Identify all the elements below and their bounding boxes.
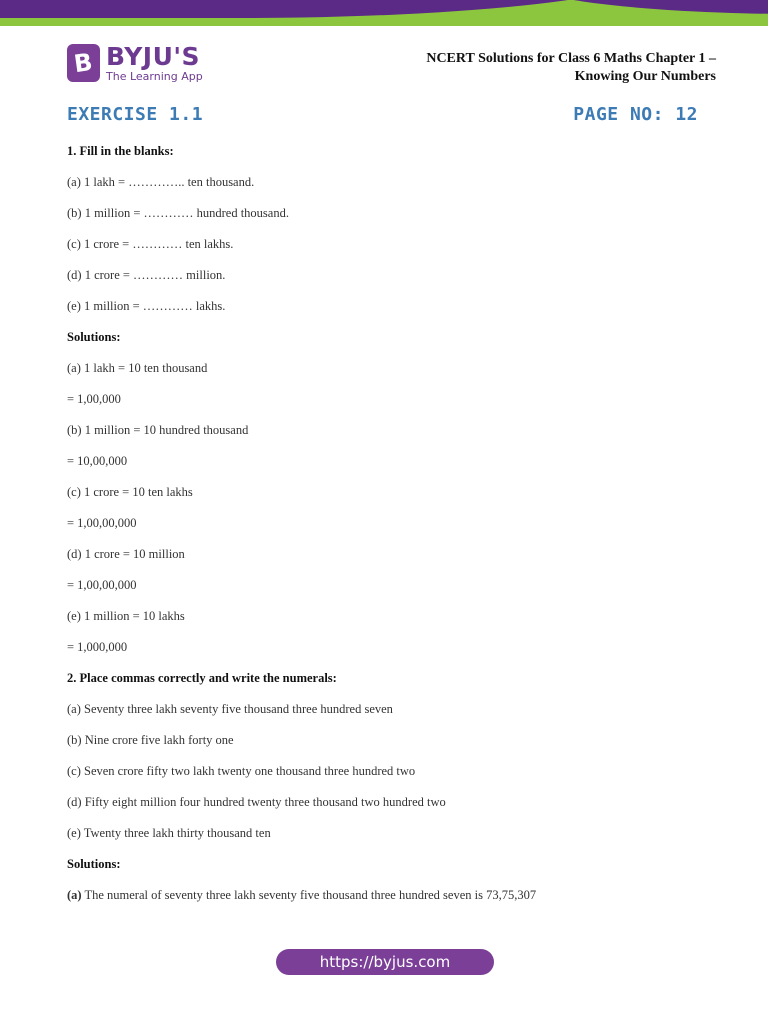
logo-text	[106, 44, 203, 82]
question-2-item: (d) Fifty eight million four hundred twenty three thousand two hundred two	[67, 795, 446, 809]
exercise-heading: EXERCISE 1.1	[67, 104, 204, 125]
solutions-label: Solutions:	[67, 857, 121, 871]
logo-tagline: The Learning App	[106, 70, 203, 83]
solution-line: (b) 1 million = 10 hundred thousand	[67, 423, 249, 437]
solution-line: = 1,00,00,000	[67, 516, 137, 530]
question-2-title: 2. Place commas correctly and write the numerals:	[67, 671, 337, 685]
solution-line: (c) 1 crore = 10 ten lakhs	[67, 485, 193, 499]
solution-text: The numeral of seventy three lakh seventy five thousand three hundred seven is 73,75,307	[81, 888, 537, 902]
solution-line: = 1,000,000	[67, 640, 128, 654]
footer-website-link[interactable]: https://byjus.com	[276, 949, 494, 975]
solution-prefix: (a)	[67, 888, 82, 902]
logo-mark-letter: B	[72, 47, 95, 79]
question-2-item: (c) Seven crore fifty two lakh twenty one thousand three hundred two	[67, 764, 416, 778]
question-2-item: (e) Twenty three lakh thirty thousand ten	[67, 826, 271, 840]
logo-mark-icon	[67, 44, 100, 82]
solutions-label: Solutions:	[67, 330, 121, 344]
question-1-item: (a) 1 lakh = ………….. ten thousand.	[67, 175, 255, 189]
document-body	[67, 140, 727, 915]
question-1-item: (d) 1 crore = ………… million.	[67, 268, 226, 282]
title-line-1: NCERT Solutions for Class 6 Maths Chapter 1 –	[426, 51, 716, 66]
question-2-item: (a) Seventy three lakh seventy five thousand three hundred seven	[67, 702, 393, 716]
question-1-item: (b) 1 million = ………… hundred thousand.	[67, 206, 289, 220]
solution-line: (e) 1 million = 10 lakhs	[67, 609, 185, 623]
question-1-title: 1. Fill in the blanks:	[67, 144, 174, 158]
question-1-item: (c) 1 crore = ………… ten lakhs.	[67, 237, 234, 251]
solution-line: = 1,00,000	[67, 392, 121, 406]
title-line-2: Knowing Our Numbers	[574, 69, 716, 84]
document-title	[426, 50, 716, 86]
solution-line	[67, 884, 727, 915]
question-2-item: (b) Nine crore five lakh forty one	[67, 733, 234, 747]
solution-line: = 1,00,00,000	[67, 578, 137, 592]
page-number: PAGE NO: 12	[573, 104, 698, 125]
solution-line: (d) 1 crore = 10 million	[67, 547, 185, 561]
solution-line: = 10,00,000	[67, 454, 128, 468]
logo-brand-name: BYJU'S	[106, 42, 201, 71]
solution-line: (a) 1 lakh = 10 ten thousand	[67, 361, 208, 375]
question-1-item: (e) 1 million = ………… lakhs.	[67, 299, 226, 313]
top-decorative-band	[0, 0, 768, 30]
byjus-logo	[67, 44, 203, 82]
